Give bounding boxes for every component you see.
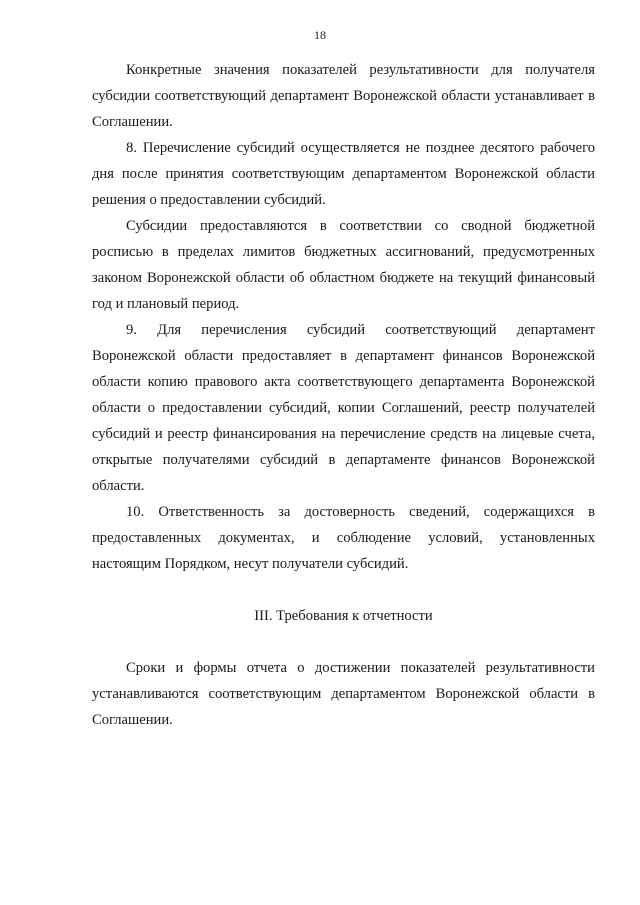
paragraph-budget-limits: Субсидии предоставляются в соответствии со сводной бюджетной росписью в пределах лимитов бюджетных ассигнований, предусмотренных законом Воронежской области об областном бюджете на текущий финансовый год и плановый период. xyxy=(92,218,595,312)
paragraph-9-documents: 9. Для перечисления субсидий соответствующий департамент Воронежской области предоставляет в департамент финансов Воронежской области копию правового акта соответствующего департамента Воронежской области о предоставлении субсидий, копии Соглашений, реестр получателей субсидий и реестр финансирования на перечисление средств на лицевые счета, открытые получателями субсидий в департаменте финансов Воронежской области. xyxy=(92,322,595,494)
paragraph-8-transfer-terms: 8. Перечисление субсидий осуществляется не позднее десятого рабочего дня после принятия соответствующим департаментом Воронежской области решения о предоставлении субсидий. xyxy=(92,140,595,208)
paragraph-10-responsibility: 10. Ответственность за достоверность сведений, содержащихся в предоставленных документах, и соблюдение условий, установленных настоящим Порядком, несут получатели субсидий. xyxy=(92,504,595,572)
paragraph-reporting-terms: Сроки и формы отчета о достижении показателей результативности устанавливаются соответствующим департаментом Воронежской области в Соглашении. xyxy=(92,660,595,728)
page-number: 18 xyxy=(314,28,326,42)
document-body xyxy=(92,57,595,733)
section-heading: III. Требования к отчетности xyxy=(254,608,433,624)
paragraph-performance-values: Конкретные значения показателей результативности для получателя субсидии соответствующий департамент Воронежской области устанавливает в Соглашении. xyxy=(92,62,595,130)
